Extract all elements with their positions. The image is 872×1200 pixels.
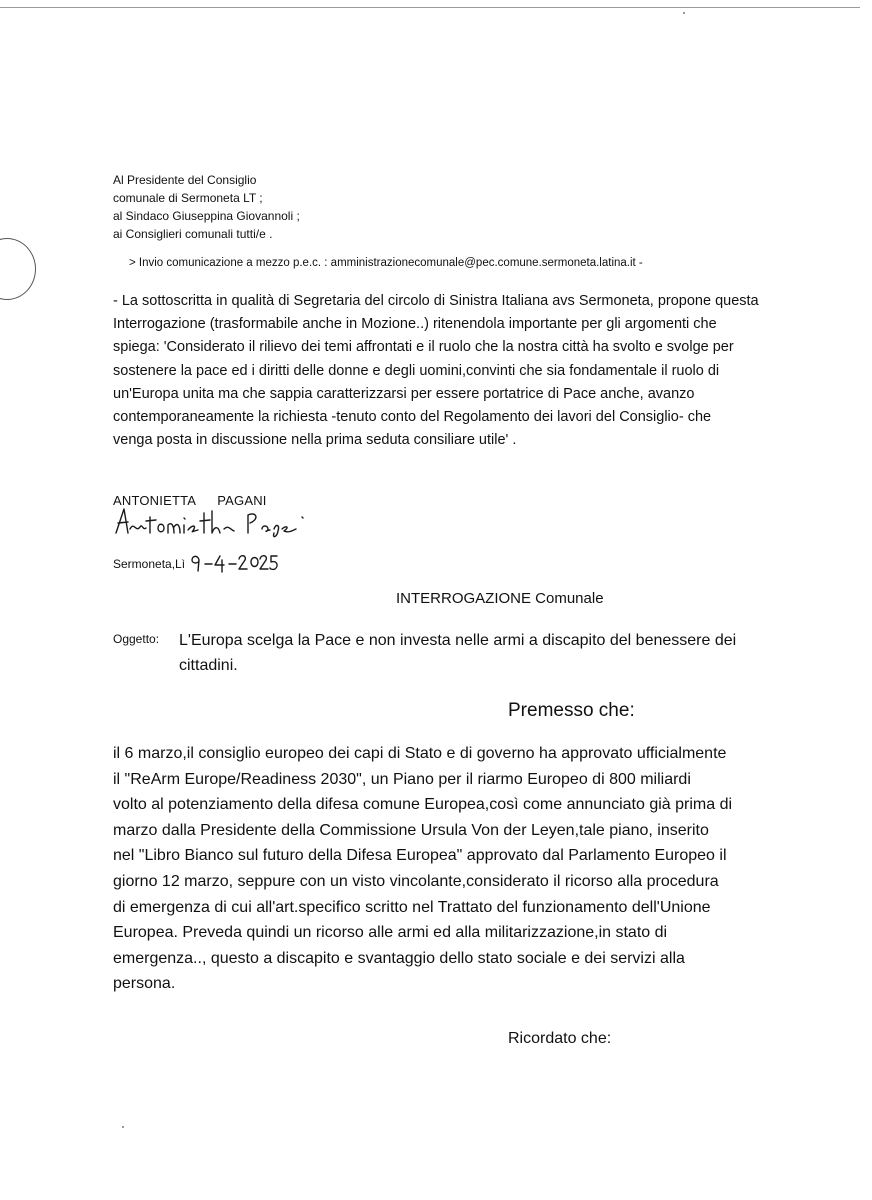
body-line: il 6 marzo,il consiglio europeo dei capi di Stato e di governo ha approvato ufficialmente <box>113 745 727 762</box>
address-line: comunale di Sermoneta LT ; <box>113 191 263 205</box>
handwritten-signature <box>112 503 312 543</box>
body-line: emergenza.., questo a discapito e svantaggio dello stato sociale e dei servizi alla <box>113 949 685 967</box>
intro-line: - La sottoscritta in qualità di Segretaria del circolo di Sinistra Italiana avs Sermoneta, propone questa <box>113 293 759 309</box>
punch-hole-mark <box>0 238 36 300</box>
signer-first-name: ANTONIETTA <box>113 493 196 508</box>
intro-line: contemporaneamente la richiesta -tenuto conto del Regolamento dei lavori del Consiglio- che <box>113 409 712 426</box>
document-title: INTERROGAZIONE Comunale <box>396 590 604 607</box>
body-line: di emergenza di cui all'art.specifico scritto nel Trattato del funzionamento dell'Unione <box>113 898 711 916</box>
address-line: al Sindaco Giuseppina Giovannoli ; <box>113 209 300 223</box>
scan-top-edge <box>0 7 860 8</box>
intro-line: spiega: 'Considerato il rilievo dei temi affrontati e il ruolo che la nostra città ha svolto e svolge per <box>113 339 734 356</box>
premesso-paragraph <box>113 741 732 997</box>
intro-line: sostenere la pace ed i diritti delle donne e degli uomini,convinti che sia fondamentale il ruolo di <box>113 362 720 379</box>
scan-speck <box>683 12 685 14</box>
handwritten-date-text: 9-4-2025 <box>189 551 194 552</box>
body-line: Europea. Preveda quindi un ricorso alle armi ed alla militarizzazione,in stato di <box>113 924 668 942</box>
address-line: ai Consiglieri comunali tutti/e . <box>113 227 273 241</box>
address-line: Al Presidente del Consiglio <box>113 173 257 187</box>
subject-text <box>179 628 736 678</box>
handwritten-date <box>189 551 279 575</box>
place-label: Sermoneta,Lì <box>113 557 186 571</box>
pec-line: > Invio comunicazione a mezzo p.e.c. : amministrazionecomunale@pec.comune.sermoneta.latina.it - <box>129 257 643 269</box>
body-line: nel "Libro Bianco sul futuro della Difesa Europea" approvato dal Parlamento Europeo il <box>113 847 727 865</box>
scan-speck <box>122 1126 124 1128</box>
subject-line: cittadini. <box>179 657 238 674</box>
subject-line: L'Europa scelga la Pace e non investa nelle armi a discapito del benessere dei <box>179 632 737 649</box>
intro-line: Interrogazione (trasformabile anche in Mozione..) ritenendola importante per gli argomenti che <box>113 316 717 333</box>
body-line: persona. <box>113 975 176 993</box>
premesso-heading: Premesso che: <box>508 700 635 721</box>
recipient-address <box>113 171 300 243</box>
intro-line: venga posta in discussione nella prima seduta consiliare utile' . <box>113 432 517 449</box>
intro-paragraph <box>113 290 793 452</box>
intro-line: un'Europa unita ma che sappia caratterizzarsi per essere portatrice di Pace anche, avanzo <box>113 385 695 402</box>
signer-last-name: PAGANI <box>217 493 267 508</box>
body-line: il "ReArm Europe/Readiness 2030", un Piano per il riarmo Europeo di 800 miliardi <box>113 770 691 788</box>
ricordato-heading: Ricordato che: <box>508 1030 612 1047</box>
body-line: giorno 12 marzo, seppure con un visto vincolante,considerato il ricorso alla procedura <box>113 872 719 890</box>
subject-label: Oggetto: <box>113 632 160 646</box>
body-line: volto al potenziamento della difesa comune Europea,così come annunciato già prima di <box>113 796 733 814</box>
body-line: marzo dalla Presidente della Commissione Ursula Von der Leyen,tale piano, inserito <box>113 821 709 839</box>
